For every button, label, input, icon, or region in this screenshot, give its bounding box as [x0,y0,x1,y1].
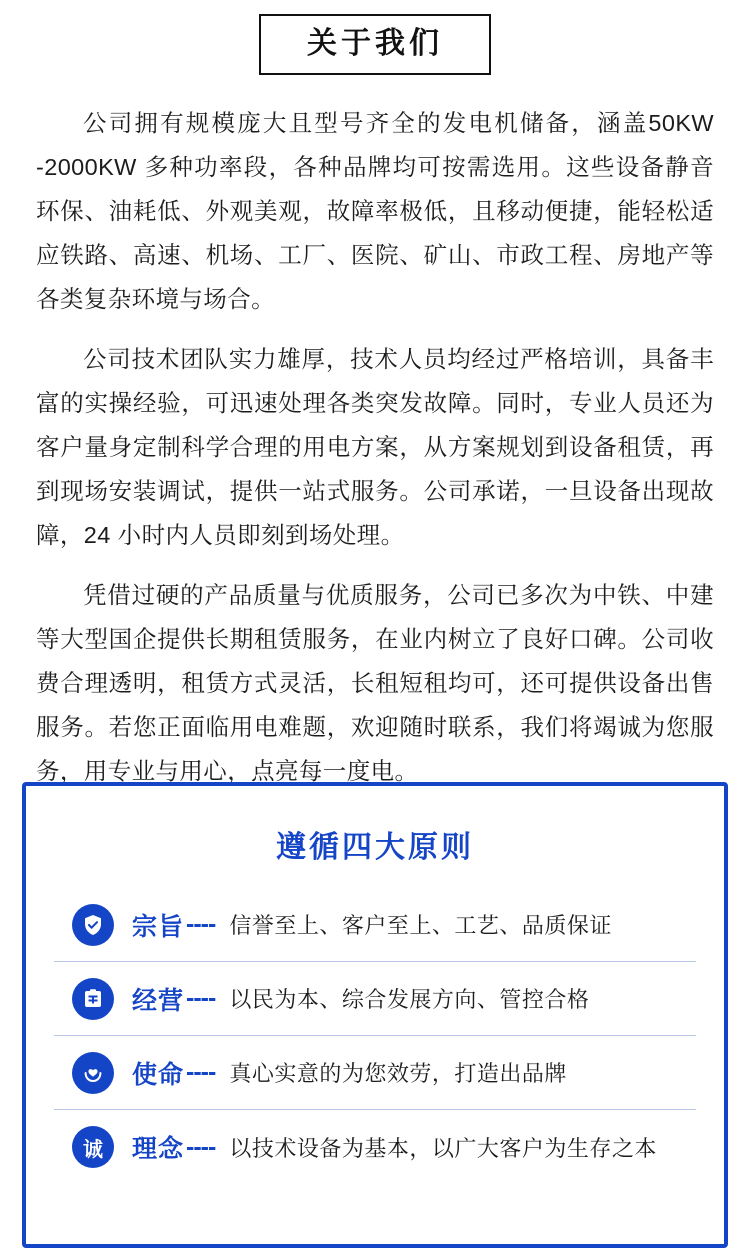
about-paragraph: 凭借过硬的产品质量与优质服务，公司已多次为中铁、中建等大型国企提供长期租赁服务，在业内树立了良好口碑。公司收费合理透明，租赁方式灵活，长租短租均可，还可提供设备出售服务。若您正面临用电难题，欢迎随时联系，我们将竭诚为您服务，用专业与用心，点亮每一度电。 [36,582,714,784]
shield-check-icon [72,904,114,946]
principle-label: 宗旨 [132,912,185,941]
principle-dashes: ---- [186,1132,216,1161]
principle-dashes: ---- [186,910,216,938]
principle-text: 真心实意的为您效劳，打造出品牌 [229,1061,567,1086]
about-paragraph: 公司拥有规模庞大且型号齐全的发电机储备，涵盖50KW -2000KW 多种功率段，各种品牌均可按需选用。这些设备静音环保、油耗低、外观美观，故障率极低，且移动便捷，能轻松适应铁路、高速、机场、工厂、医院、矿山、市政工程、房地产等各类复杂环境与场合。 [36,110,714,312]
principle-dashes: ---- [186,984,216,1012]
principle-text: 信誉至上、客户至上、工艺、品质保证 [229,913,612,938]
principle-dashes: ---- [186,1058,216,1086]
principle-row [54,888,696,962]
page-title: 关于我们 [259,14,491,75]
principle-text: 以民为本、综合发展方向、管控合格 [229,987,590,1012]
principles-title: 遵循四大原则 [276,831,474,864]
principle-row [54,962,696,1036]
principle-label: 经营 [132,986,185,1015]
page-title-container [0,0,750,75]
cheng-character-icon: 诚 [72,1126,114,1168]
principle-row [54,1036,696,1110]
principles-panel [22,782,728,1248]
principle-row [54,1110,696,1184]
principle-text: 以技术设备为基本，以广大客户为生存之本 [229,1135,657,1161]
heart-hands-icon [72,1052,114,1094]
principle-label: 使命 [132,1060,185,1089]
about-paragraph: 公司技术团队实力雄厚，技术人员均经过严格培训，具备丰富的实操经验，可迅速处理各类突发故障。同时，专业人员还为客户量身定制科学合理的用电方案，从方案规划到设备租赁，再到现场安装调试，提供一站式服务。公司承诺，一旦设备出现故障，24 小时内人员即刻到场处理。 [36,346,714,548]
clipboard-icon [72,978,114,1020]
about-body [0,75,750,793]
principle-label: 理念 [132,1135,185,1163]
